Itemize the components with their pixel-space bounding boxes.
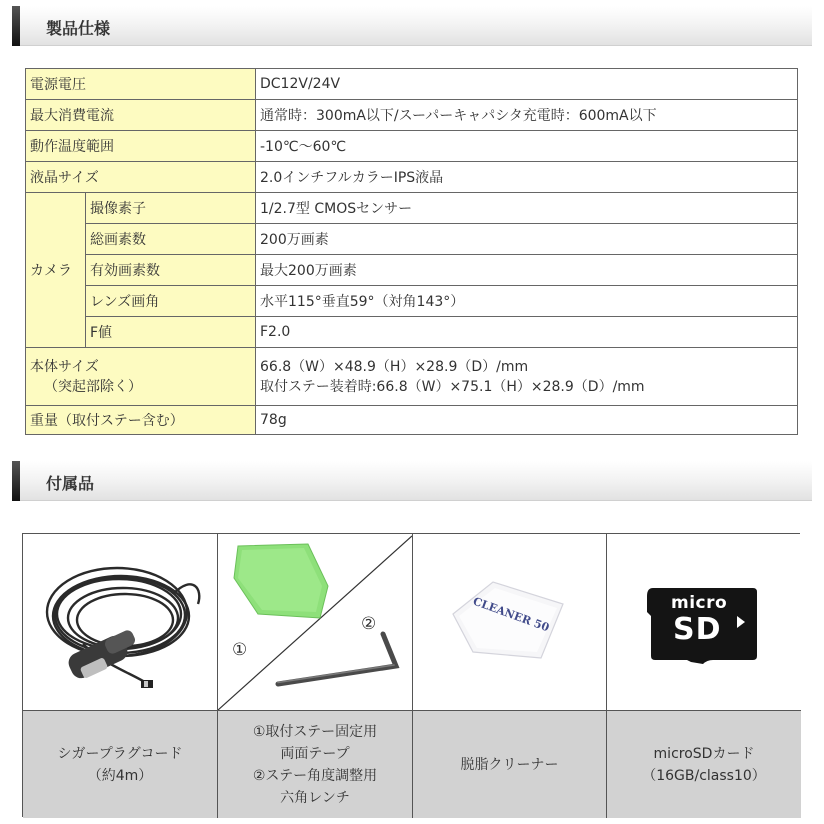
spec-value: 1/2.7型 CMOSセンサー: [256, 193, 798, 224]
spec-label: 総画素数: [86, 224, 256, 255]
spec-label: F値: [86, 317, 256, 348]
specs-section-header: [12, 6, 812, 46]
wrench-mark: ②: [361, 614, 377, 634]
spec-label: 最大消費電流: [26, 100, 256, 131]
microsd-card-text-micro: micro: [671, 593, 728, 613]
accessory-caption-microsd: [607, 711, 801, 818]
caption-line: 六角レンチ: [280, 789, 350, 806]
spec-row-weight: [26, 406, 798, 435]
spec-label: 電源電圧: [26, 69, 256, 100]
accessory-image-tape-wrench: [218, 534, 413, 711]
accessory-image-microsd: [607, 534, 801, 711]
tape-mark: ①: [232, 640, 248, 660]
spec-value: 78g: [256, 406, 798, 435]
cigar-plug-cord-icon: [23, 534, 218, 711]
accessory-image-cigar-cord: [23, 534, 218, 711]
spec-value: 通常時：300mA以下/スーパーキャパシタ充電時：600mA以下: [256, 100, 798, 131]
spec-label-line: （突起部除く）: [44, 378, 142, 395]
spec-value: 2.0インチフルカラーIPS液晶: [256, 162, 798, 193]
spec-table: [25, 68, 798, 435]
spec-group-label-camera: カメラ: [26, 193, 86, 348]
spec-row-camera-sensor: [26, 193, 798, 224]
accessory-caption-tape-wrench: [218, 711, 413, 818]
caption-line: 両面テープ: [280, 745, 350, 762]
caption-line: （約4m）: [87, 767, 153, 784]
caption-line: ②ステー角度調整用: [252, 767, 378, 784]
caption-line: （16GB/class10）: [642, 767, 766, 784]
spec-row-voltage: [26, 69, 798, 100]
spec-label: レンズ画角: [86, 286, 256, 317]
cleaner-wipe-icon: [413, 534, 607, 711]
microsd-card-text-sd: SD: [673, 612, 722, 647]
spec-row-camera-effective-pixels: [26, 255, 798, 286]
spec-value: -10℃～60℃: [256, 131, 798, 162]
spec-value: 200万画素: [256, 224, 798, 255]
spec-label: 液晶サイズ: [26, 162, 256, 193]
spec-row-lcd: [26, 162, 798, 193]
accessories-section-header: [12, 461, 812, 501]
spec-label: [26, 348, 256, 406]
spec-value: F2.0: [256, 317, 798, 348]
header-accent-bar: [12, 6, 20, 46]
spec-row-camera-total-pixels: [26, 224, 798, 255]
tape-and-hex-wrench-icon: [218, 534, 413, 711]
caption-line: シガープラグコード: [57, 745, 183, 762]
caption-line: microSDカード: [653, 745, 755, 762]
spec-label: 撮像素子: [86, 193, 256, 224]
spec-label: 動作温度範囲: [26, 131, 256, 162]
caption-line: ①取付ステー固定用: [252, 723, 378, 740]
cleaner-pack-text: CLEANER 50: [471, 594, 551, 635]
spec-label: 重量（取付ステー含む）: [26, 406, 256, 435]
spec-value-line: 取付ステー装着時:66.8（W）×75.1（H）×28.9（D）/mm: [260, 378, 645, 395]
spec-row-camera-f-number: [26, 317, 798, 348]
spec-row-current: [26, 100, 798, 131]
spec-row-camera-lens-angle: [26, 286, 798, 317]
specs-section-title: 製品仕様: [46, 19, 111, 38]
header-accent-bar: [12, 461, 20, 501]
spec-value-line: 66.8（W）×48.9（H）×28.9（D）/mm: [260, 358, 529, 375]
caption-line: 脱脂クリーナー: [460, 756, 559, 773]
accessory-caption-cigar-cord: [23, 711, 218, 818]
spec-value: 最大200万画素: [256, 255, 798, 286]
spec-value: 水平115°垂直59°（対角143°）: [256, 286, 798, 317]
spec-label: 有効画素数: [86, 255, 256, 286]
accessories-section-title: 付属品: [46, 474, 95, 493]
spec-row-body-size: [26, 348, 798, 406]
spec-value: [256, 348, 798, 406]
accessory-caption-cleaner: [413, 711, 607, 818]
accessory-image-cleaner: [413, 534, 607, 711]
spec-row-temp: [26, 131, 798, 162]
spec-value: DC12V/24V: [256, 69, 798, 100]
accessories-grid: [22, 533, 800, 817]
spec-label-line: 本体サイズ: [30, 358, 99, 375]
